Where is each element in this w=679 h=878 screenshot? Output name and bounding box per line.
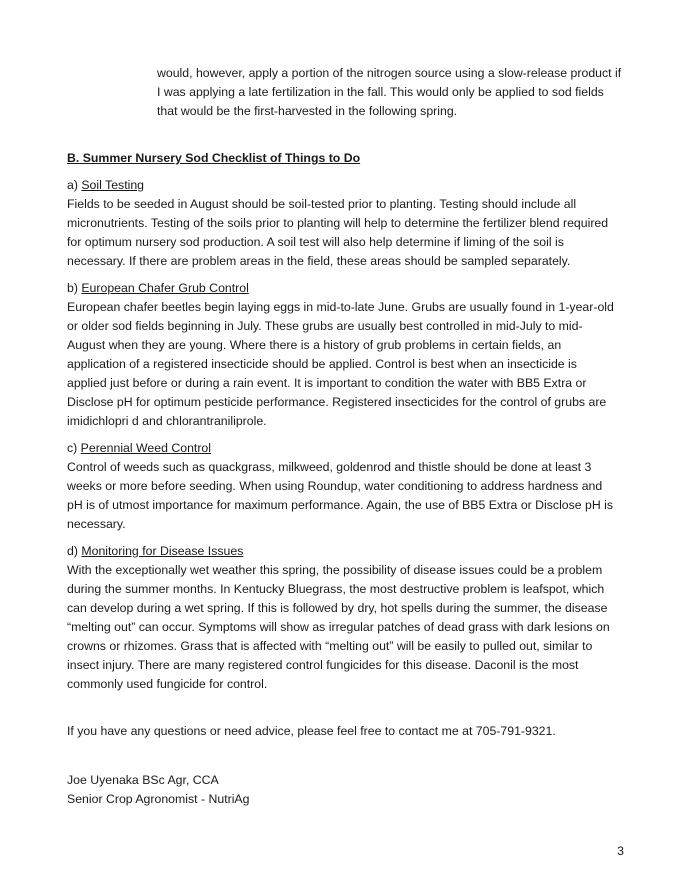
checklist-item-soil-testing xyxy=(67,176,617,271)
item-title: Perennial Weed Control xyxy=(80,441,212,455)
main-content xyxy=(67,149,617,809)
intro-paragraph: would, however, apply a portion of the nitrogen source using a slow-release product if I was applying a late fertilization in the fall. This would only be applied to sod fields that would be the first-harvested in the following spring. xyxy=(157,66,622,118)
intro-continuation xyxy=(157,64,627,121)
item-letter: b) xyxy=(67,281,78,295)
item-header xyxy=(67,439,617,458)
item-body: European chafer beetles begin laying eggs in mid-to-late June. Grubs are usually found in 1-year-old or older sod fields beginning in July. These grubs are usually best controlled in mid-July to mid-August when they are young. Where there is a history of grub problems in certain fields, an application of a registered insecticide should be applied. Control is best when an insecticide is applied just before or during a rain event. It is important to condition the water with BB5 Extra or Disclose pH for optimum pesticide performance. Registered insecticides for the control of grubs are imidichlopri d and chlorantraniliprole. xyxy=(67,300,614,428)
item-title: Soil Testing xyxy=(81,178,145,192)
checklist-item-disease-monitoring xyxy=(67,542,617,694)
item-header xyxy=(67,279,617,298)
item-body: Control of weeds such as quackgrass, milkweed, goldenrod and thistle should be done at least 3 weeks or more before seeding. When using Roundup, water conditioning to address hardness and pH is of utmost importance for maximum performance. Again, the use of BB5 Extra or Disclose pH is necessary. xyxy=(67,460,614,531)
signature-block xyxy=(67,771,617,809)
item-title: European Chafer Grub Control xyxy=(81,281,249,295)
signature-name: Joe Uyenaka BSc Agr, CCA xyxy=(67,773,219,787)
item-letter: c) xyxy=(67,441,78,455)
contact-line: If you have any questions or need advice, please feel free to contact me at 705-791-9321. xyxy=(67,724,556,738)
page-number: 3 xyxy=(617,844,624,858)
item-body: Fields to be seeded in August should be soil-tested prior to planting. Testing should include all micronutrients. Testing of the soils prior to planting will help to determine the fertilizer blend required for optimum nursery sod production. A soil test will also help determine if liming of the soil is necessary. If there are problem areas in the field, these areas should be sampled separately. xyxy=(67,197,609,268)
checklist-item-grub-control xyxy=(67,279,617,431)
section-heading: B. Summer Nursery Sod Checklist of Things to Do xyxy=(67,151,361,165)
item-body: With the exceptionally wet weather this spring, the possibility of disease issues could be a problem during the summer months. In Kentucky Bluegrass, the most destructive problem is leafspot, which can develop during a wet spring. If this is followed by dry, hot spells during the summer, the disease “melting out” can occur. Symptoms will show as irregular patches of dead grass with dark lesions on crowns or rhizomes. Grass that is affected with “melting out” will be easily to pulled out, similar to insect injury. There are many registered control fungicides for this disease. Daconil is the most commonly used fungicide for control. xyxy=(67,563,610,691)
signature-title: Senior Crop Agronomist - NutriAg xyxy=(67,792,250,806)
item-letter: d) xyxy=(67,544,78,558)
item-title: Monitoring for Disease Issues xyxy=(81,544,244,558)
item-header xyxy=(67,542,617,561)
item-header xyxy=(67,176,617,195)
item-letter: a) xyxy=(67,178,78,192)
checklist-item-weed-control xyxy=(67,439,617,534)
